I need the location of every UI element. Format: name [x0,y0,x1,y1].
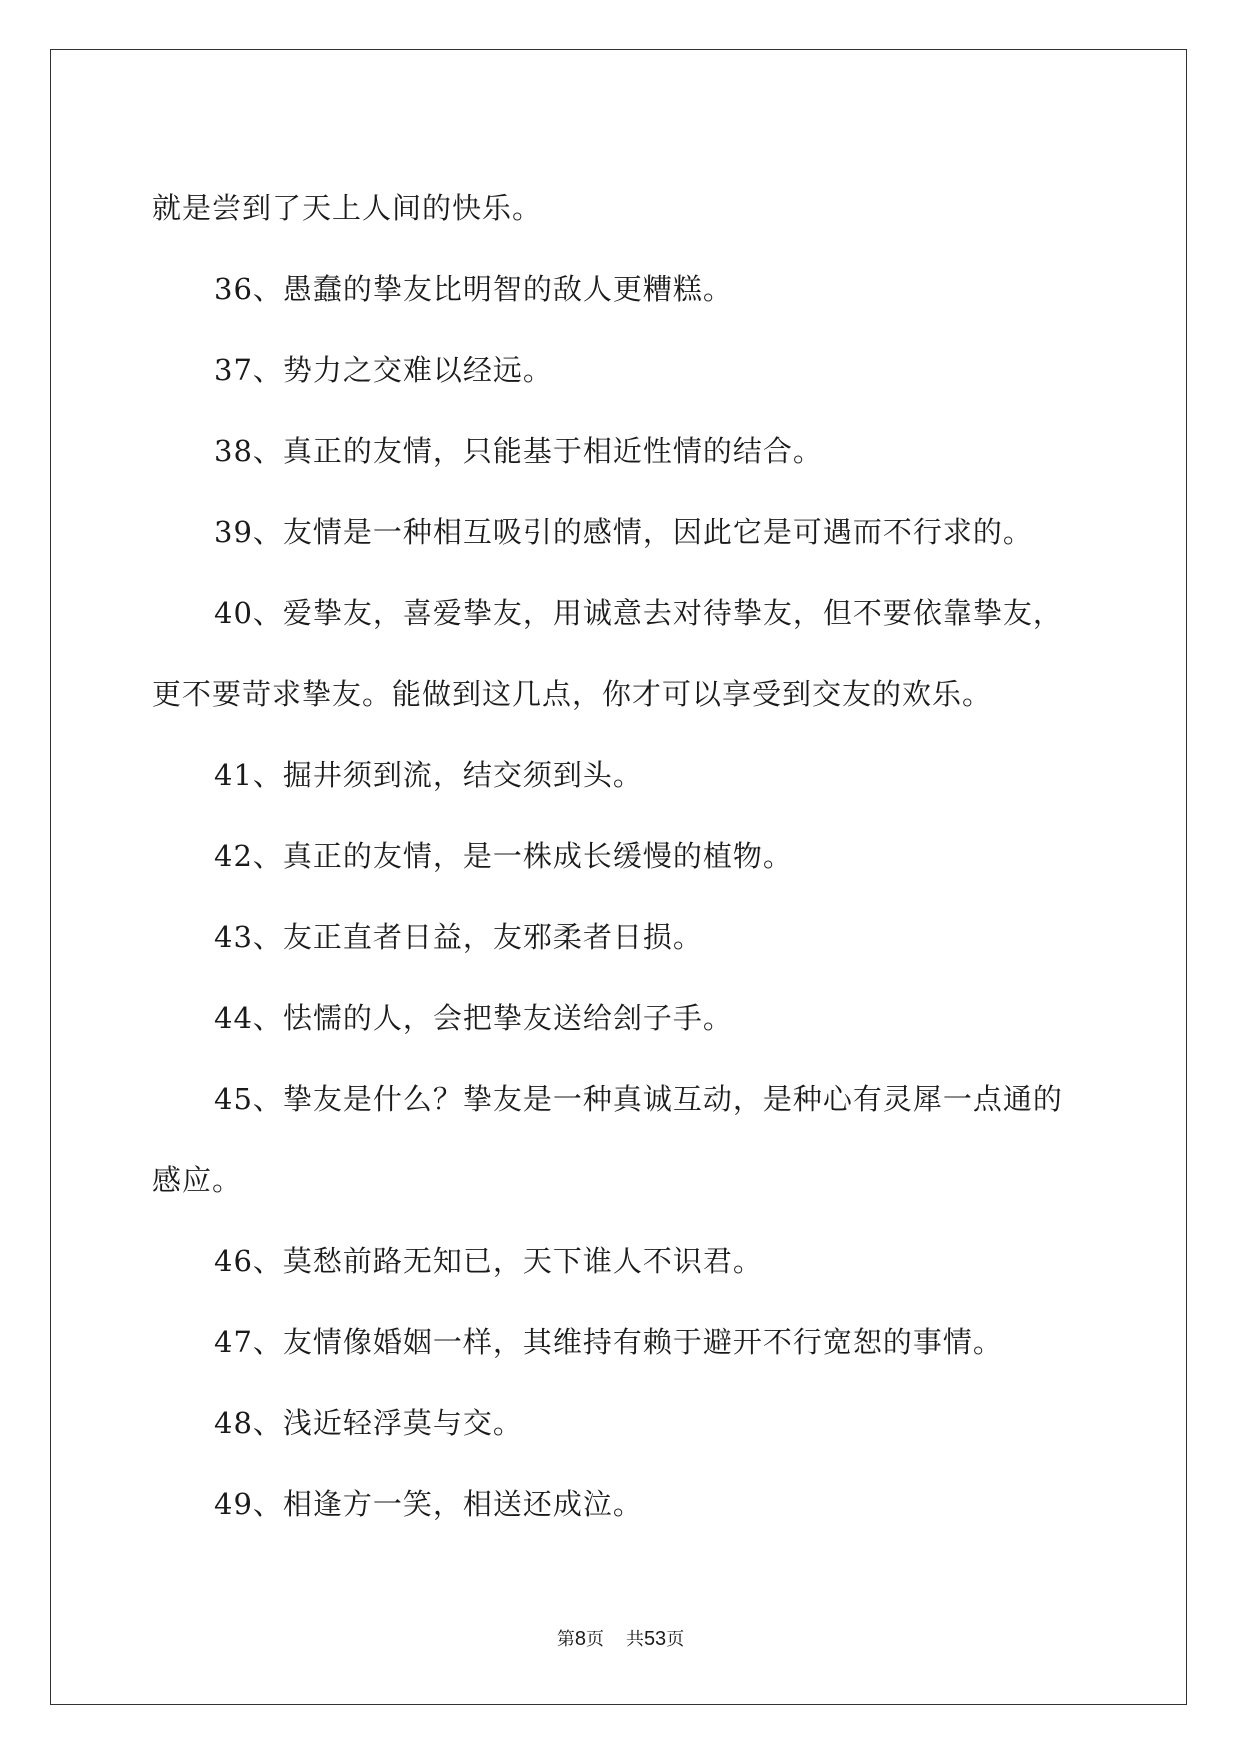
page-suffix: 页 [585,1629,604,1650]
paragraph: 47、友情像婚姻一样，其维持有赖于避开不行宽恕的事情。 [214,1325,1003,1359]
paragraph: 39、友情是一种相互吸引的感情，因此它是可遇而不行求的。 [214,515,1033,549]
paragraph: 40、爱挚友，喜爱挚友，用诚意去对待挚友，但不要依靠挚友， [214,596,1063,630]
paragraph: 更不要苛求挚友。能做到这几点，你才可以享受到交友的欢乐。 [152,677,993,711]
paragraph: 46、莫愁前路无知已，天下谁人不识君。 [214,1244,763,1278]
paragraph: 44、怯懦的人，会把挚友送给刽子手。 [214,1001,733,1035]
document-body [152,168,1092,1545]
page-prefix: 第 [556,1629,575,1650]
paragraph: 36、愚蠢的挚友比明智的敌人更糟糕。 [214,272,733,306]
paragraph: 感应。 [152,1163,243,1197]
paragraph: 45、挚友是什么？挚友是一种真诚互动，是种心有灵犀一点通的 [214,1082,1063,1116]
paragraph: 49、相逢方一笑，相送还成泣。 [214,1487,643,1521]
paragraph: 41、掘井须到流，结交须到头。 [214,758,643,792]
paragraph: 43、友正直者日益，友邪柔者日损。 [214,920,703,954]
total-suffix: 页 [666,1629,685,1650]
page-number: 8 [574,1628,586,1650]
paragraph: 38、真正的友情，只能基于相近性情的结合。 [214,434,823,468]
total-prefix: 共 [625,1629,644,1650]
page-total: 53 [643,1628,667,1650]
paragraph: 37、势力之交难以经远。 [214,353,553,387]
paragraph: 42、真正的友情，是一株成长缓慢的植物。 [214,839,793,873]
page-footer [0,1627,1241,1652]
paragraph: 就是尝到了天上人间的快乐。 [152,191,543,225]
paragraph: 48、浅近轻浮莫与交。 [214,1406,523,1440]
